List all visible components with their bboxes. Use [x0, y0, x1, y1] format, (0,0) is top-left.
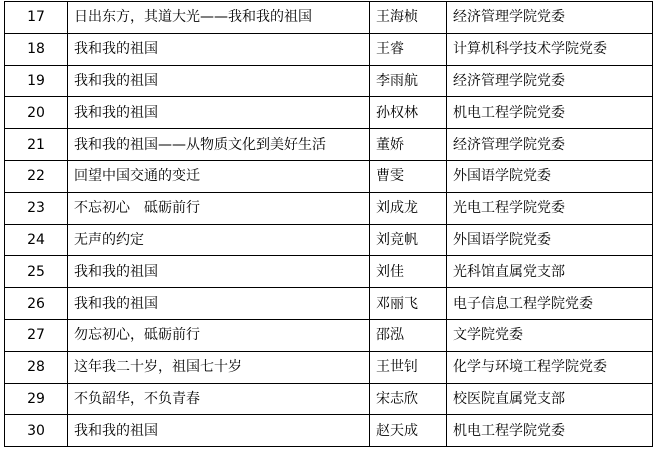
row-number-cell: 27: [5, 319, 68, 351]
department-cell: 光科馆直属党支部: [447, 256, 653, 288]
entry-title-cell: 无声的约定: [68, 224, 370, 256]
row-number-cell: 28: [5, 351, 68, 383]
row-number-cell: 24: [5, 224, 68, 256]
department-cell: 机电工程学院党委: [447, 97, 653, 129]
department-cell: 校医院直属党支部: [447, 383, 653, 415]
department-cell: 外国语学院党委: [447, 160, 653, 192]
author-name-cell: 董娇: [370, 129, 447, 161]
table-row: [5, 2, 653, 34]
roster-table: [4, 1, 653, 447]
entry-title-cell: 我和我的祖国: [68, 256, 370, 288]
entry-title-cell: 我和我的祖国: [68, 415, 370, 447]
entry-title-cell: 这年我二十岁，祖国七十岁: [68, 351, 370, 383]
department-cell: 经济管理学院党委: [447, 65, 653, 97]
table-row: [5, 97, 653, 129]
author-name-cell: 刘佳: [370, 256, 447, 288]
table-row: [5, 415, 653, 447]
row-number-cell: 21: [5, 129, 68, 161]
department-cell: 文学院党委: [447, 319, 653, 351]
author-name-cell: 邓丽飞: [370, 288, 447, 320]
table-row: [5, 383, 653, 415]
author-name-cell: 刘成龙: [370, 192, 447, 224]
table-row: [5, 319, 653, 351]
entry-title-cell: 我和我的祖国——从物质文化到美好生活: [68, 129, 370, 161]
author-name-cell: 王海桢: [370, 2, 447, 34]
author-name-cell: 孙权林: [370, 97, 447, 129]
entry-title-cell: 不忘初心 砥砺前行: [68, 192, 370, 224]
roster-table-body: [5, 2, 653, 447]
department-cell: 光电工程学院党委: [447, 192, 653, 224]
department-cell: 经济管理学院党委: [447, 2, 653, 34]
row-number-cell: 20: [5, 97, 68, 129]
department-cell: 电子信息工程学院党委: [447, 288, 653, 320]
row-number-cell: 22: [5, 160, 68, 192]
row-number-cell: 30: [5, 415, 68, 447]
entry-title-cell: 我和我的祖国: [68, 65, 370, 97]
row-number-cell: 26: [5, 288, 68, 320]
row-number-cell: 29: [5, 383, 68, 415]
author-name-cell: 曹雯: [370, 160, 447, 192]
author-name-cell: 赵天成: [370, 415, 447, 447]
department-cell: 机电工程学院党委: [447, 415, 653, 447]
row-number-cell: 25: [5, 256, 68, 288]
table-row: [5, 288, 653, 320]
table-row: [5, 65, 653, 97]
author-name-cell: 王世钊: [370, 351, 447, 383]
table-row: [5, 256, 653, 288]
department-cell: 化学与环境工程学院党委: [447, 351, 653, 383]
author-name-cell: 邵泓: [370, 319, 447, 351]
row-number-cell: 18: [5, 33, 68, 65]
entry-title-cell: 我和我的祖国: [68, 288, 370, 320]
author-name-cell: 王睿: [370, 33, 447, 65]
row-number-cell: 19: [5, 65, 68, 97]
department-cell: 外国语学院党委: [447, 224, 653, 256]
entry-title-cell: 日出东方，其道大光——我和我的祖国: [68, 2, 370, 34]
entry-title-cell: 我和我的祖国: [68, 33, 370, 65]
table-row: [5, 129, 653, 161]
row-number-cell: 17: [5, 2, 68, 34]
row-number-cell: 23: [5, 192, 68, 224]
author-name-cell: 宋志欣: [370, 383, 447, 415]
table-row: [5, 224, 653, 256]
entry-title-cell: 不负韶华，不负青春: [68, 383, 370, 415]
entry-title-cell: 我和我的祖国: [68, 97, 370, 129]
entry-title-cell: 回望中国交通的变迁: [68, 160, 370, 192]
table-row: [5, 160, 653, 192]
department-cell: 计算机科学技术学院党委: [447, 33, 653, 65]
table-row: [5, 192, 653, 224]
table-row: [5, 351, 653, 383]
entry-title-cell: 勿忘初心，砥砺前行: [68, 319, 370, 351]
author-name-cell: 刘竞帆: [370, 224, 447, 256]
table-row: [5, 33, 653, 65]
author-name-cell: 李雨航: [370, 65, 447, 97]
department-cell: 经济管理学院党委: [447, 129, 653, 161]
